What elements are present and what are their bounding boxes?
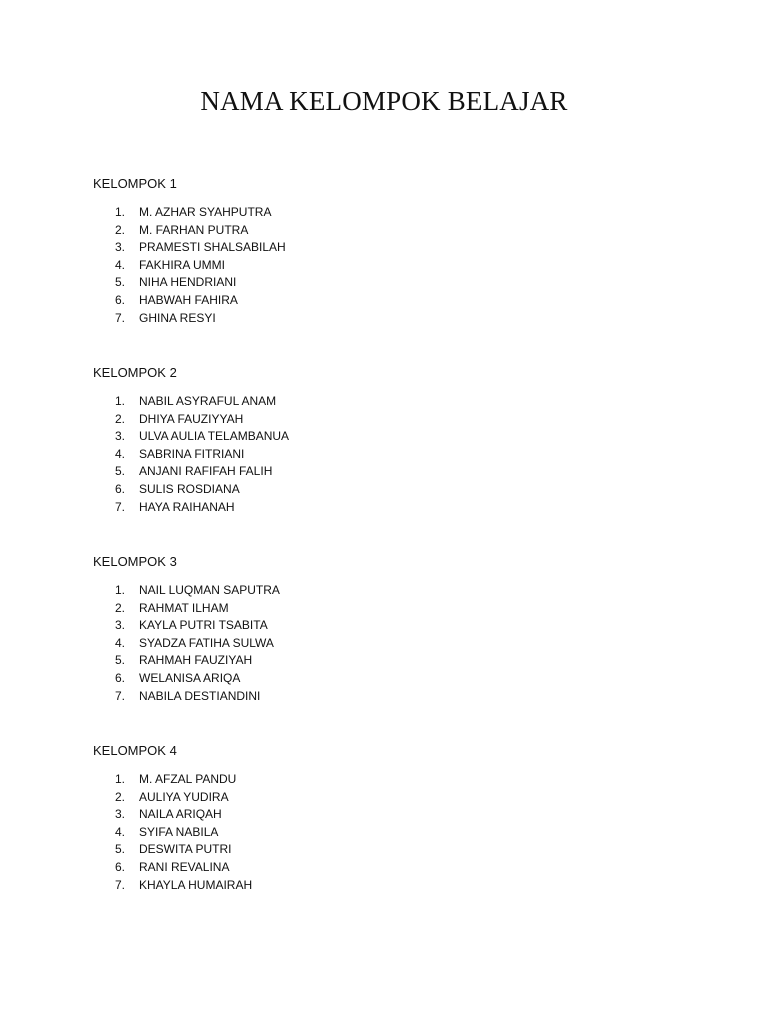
member-name: NAILA ARIQAH	[139, 807, 222, 822]
list-item	[93, 670, 693, 688]
list-number: 6.	[115, 481, 126, 496]
list-item	[93, 499, 693, 517]
list-item	[93, 771, 693, 789]
member-name: FAKHIRA UMMI	[139, 257, 226, 272]
list-number: 5.	[115, 464, 126, 479]
list-number: 5.	[115, 275, 126, 290]
list-item	[93, 393, 693, 411]
list-item	[93, 428, 693, 446]
list-number: 7.	[115, 688, 126, 703]
group-heading: KELOMPOK 4	[93, 743, 177, 758]
list-item	[93, 239, 693, 257]
member-name: DESWITA PUTRI	[139, 842, 232, 857]
list-item	[93, 806, 693, 824]
group-heading: KELOMPOK 2	[93, 365, 177, 380]
member-name: RAHMAT ILHAM	[139, 600, 229, 615]
list-number: 2.	[115, 600, 126, 615]
group-3	[93, 554, 693, 705]
list-number: 1.	[115, 205, 126, 219]
group-1	[93, 176, 693, 327]
member-name: HAYA RAIHANAH	[139, 499, 235, 514]
list-item	[93, 600, 693, 618]
list-number: 2.	[115, 411, 126, 426]
member-list	[93, 204, 693, 327]
member-name: NIHA HENDRIANI	[139, 275, 237, 290]
list-item	[93, 463, 693, 481]
member-name: KHAYLA HUMAIRAH	[139, 877, 253, 892]
list-item	[93, 222, 693, 240]
member-name: RAHMAH FAUZIYAH	[139, 653, 253, 668]
member-name: NABIL ASYRAFUL ANAM	[139, 394, 277, 408]
member-name: NABILA DESTIANDINI	[139, 688, 261, 703]
member-name: M. AFZAL PANDU	[139, 772, 237, 786]
member-name: M. FARHAN PUTRA	[139, 222, 249, 237]
list-number: 3.	[115, 807, 126, 822]
member-name: ULVA AULIA TELAMBANUA	[139, 429, 290, 444]
member-name: RANI REVALINA	[139, 859, 230, 874]
list-item	[93, 617, 693, 635]
list-number: 1.	[115, 583, 126, 597]
list-number: 6.	[115, 859, 126, 874]
list-number: 4.	[115, 824, 126, 839]
list-item	[93, 652, 693, 670]
list-number: 2.	[115, 789, 126, 804]
member-name: DHIYA FAUZIYYAH	[139, 411, 244, 426]
member-name: SYADZA FATIHA SULWA	[139, 635, 274, 650]
member-name: GHINA RESYI	[139, 310, 216, 325]
page-title: NAMA KELOMPOK BELAJAR	[200, 86, 568, 116]
list-item	[93, 204, 693, 222]
list-number: 5.	[115, 842, 126, 857]
member-name: WELANISA ARIQA	[139, 670, 241, 685]
list-item	[93, 789, 693, 807]
member-name: SULIS ROSDIANA	[139, 481, 240, 496]
list-number: 7.	[115, 310, 126, 325]
member-list	[93, 582, 693, 705]
list-number: 6.	[115, 670, 126, 685]
list-number: 1.	[115, 772, 126, 786]
list-number: 4.	[115, 635, 126, 650]
list-item	[93, 877, 693, 895]
member-name: ANJANI RAFIFAH FALIH	[139, 464, 273, 479]
list-number: 3.	[115, 618, 126, 633]
member-list	[93, 393, 693, 516]
member-name: SYIFA NABILA	[139, 824, 219, 839]
member-name: AULIYA YUDIRA	[139, 789, 229, 804]
member-name: HABWAH FAHIRA	[139, 292, 238, 307]
list-number: 6.	[115, 292, 126, 307]
group-heading: KELOMPOK 1	[93, 176, 177, 191]
list-number: 3.	[115, 429, 126, 444]
list-item	[93, 292, 693, 310]
member-list	[93, 771, 693, 894]
list-item	[93, 274, 693, 292]
member-name: SABRINA FITRIANI	[139, 446, 245, 461]
list-number: 2.	[115, 222, 126, 237]
list-item	[93, 411, 693, 429]
group-heading: KELOMPOK 3	[93, 554, 177, 569]
list-number: 1.	[115, 394, 126, 408]
list-item	[93, 688, 693, 706]
list-item	[93, 257, 693, 275]
list-item	[93, 859, 693, 877]
list-number: 7.	[115, 877, 126, 892]
list-number: 4.	[115, 257, 126, 272]
list-item	[93, 824, 693, 842]
group-2	[93, 365, 693, 516]
list-number: 4.	[115, 446, 126, 461]
list-item	[93, 310, 693, 328]
list-number: 7.	[115, 499, 126, 514]
member-name: PRAMESTI SHALSABILAH	[139, 240, 286, 255]
list-item	[93, 481, 693, 499]
list-item	[93, 841, 693, 859]
list-item	[93, 446, 693, 464]
list-number: 5.	[115, 653, 126, 668]
list-item	[93, 635, 693, 653]
member-name: M. AZHAR SYAHPUTRA	[139, 205, 272, 219]
list-item	[93, 582, 693, 600]
member-name: KAYLA PUTRI TSABITA	[139, 618, 268, 633]
list-number: 3.	[115, 240, 126, 255]
member-name: NAIL LUQMAN SAPUTRA	[139, 583, 280, 597]
group-4	[93, 743, 693, 894]
